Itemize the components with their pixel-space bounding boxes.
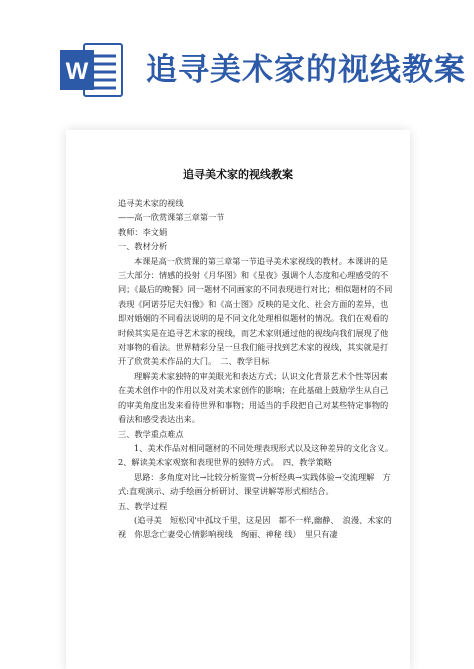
lesson-subtitle: ——高一欣赏课第三章第一节 — [118, 212, 225, 223]
paragraph: 思路：多角度对比→比较分析鉴赏→分析经典→实践体验→交流理解 方式:直观演示、动手绘画分析研讨、课堂讲解等形式相结合。 — [118, 471, 391, 497]
word-icon-letter: W — [65, 58, 89, 85]
paragraph: 本课是高一欣赏课的第三章第一节追寻美术家视线的教材。本课讲的是三大部分：情感的投射《月华图》和《星夜》强调个人态度和心理感受的不同；《最后的晚餐》同一题材不同画家的不同表现进行对比；相似题材的不同表现《阿诺芬尼夫妇像》和《高士图》反映的是文化、社会方面的差异，也即对婚姻的不同看法说明的是不同文化处理相似题材的情况。我们在观看的时候其实是在追寻艺术家的视线，而艺术家则通过他的视线向我们展现了他对事物的看法。世界精彩分呈一旦我们能寻找到艺术家的视线，其实就是打开了欣赏美术作品的大门。 二、教学目标 — [118, 255, 393, 367]
lesson-name: 追寻美术家的视线 — [118, 198, 184, 208]
word-document-icon — [58, 40, 124, 100]
teacher-line: 教师：李文娟 — [118, 226, 168, 237]
paragraph: 1、美术作品对相同题材的不同处理表现形式以及这种差异的文化含义。 2、解读美术家观察和表现世界的独特方式。 四、教学策略 — [118, 442, 398, 468]
section-heading: 五、教学过程 — [118, 500, 168, 511]
document-page — [66, 130, 410, 669]
section-heading: 一、教材分析 — [118, 241, 168, 252]
document-title: 追寻美术家的视线教案 — [183, 168, 293, 181]
banner-title: 追寻美术家的视线教案 — [146, 52, 466, 88]
document-body — [118, 196, 398, 542]
section-heading: 三、教学重点难点 — [118, 428, 184, 439]
paragraph: (追寻美 短松冈'中孤坟千里，这是因 都不一样,幽静、 浪漫、术家的视 你思念亡妻受心情影响视线 绚丽、神秘 线） 里只有凄 — [118, 514, 392, 540]
paragraph: 理解美术家独特的审美眼光和表达方式；认识文化背景艺术个性等因素在美术创作中的作用以及对美术家创作的影响；在此基础上鼓励学生从自己的审美角度出发来看待世界和事物；用适当的手段把自己对某些特定事物的看法和感受表达出来。 — [118, 370, 389, 425]
banner — [0, 0, 474, 150]
